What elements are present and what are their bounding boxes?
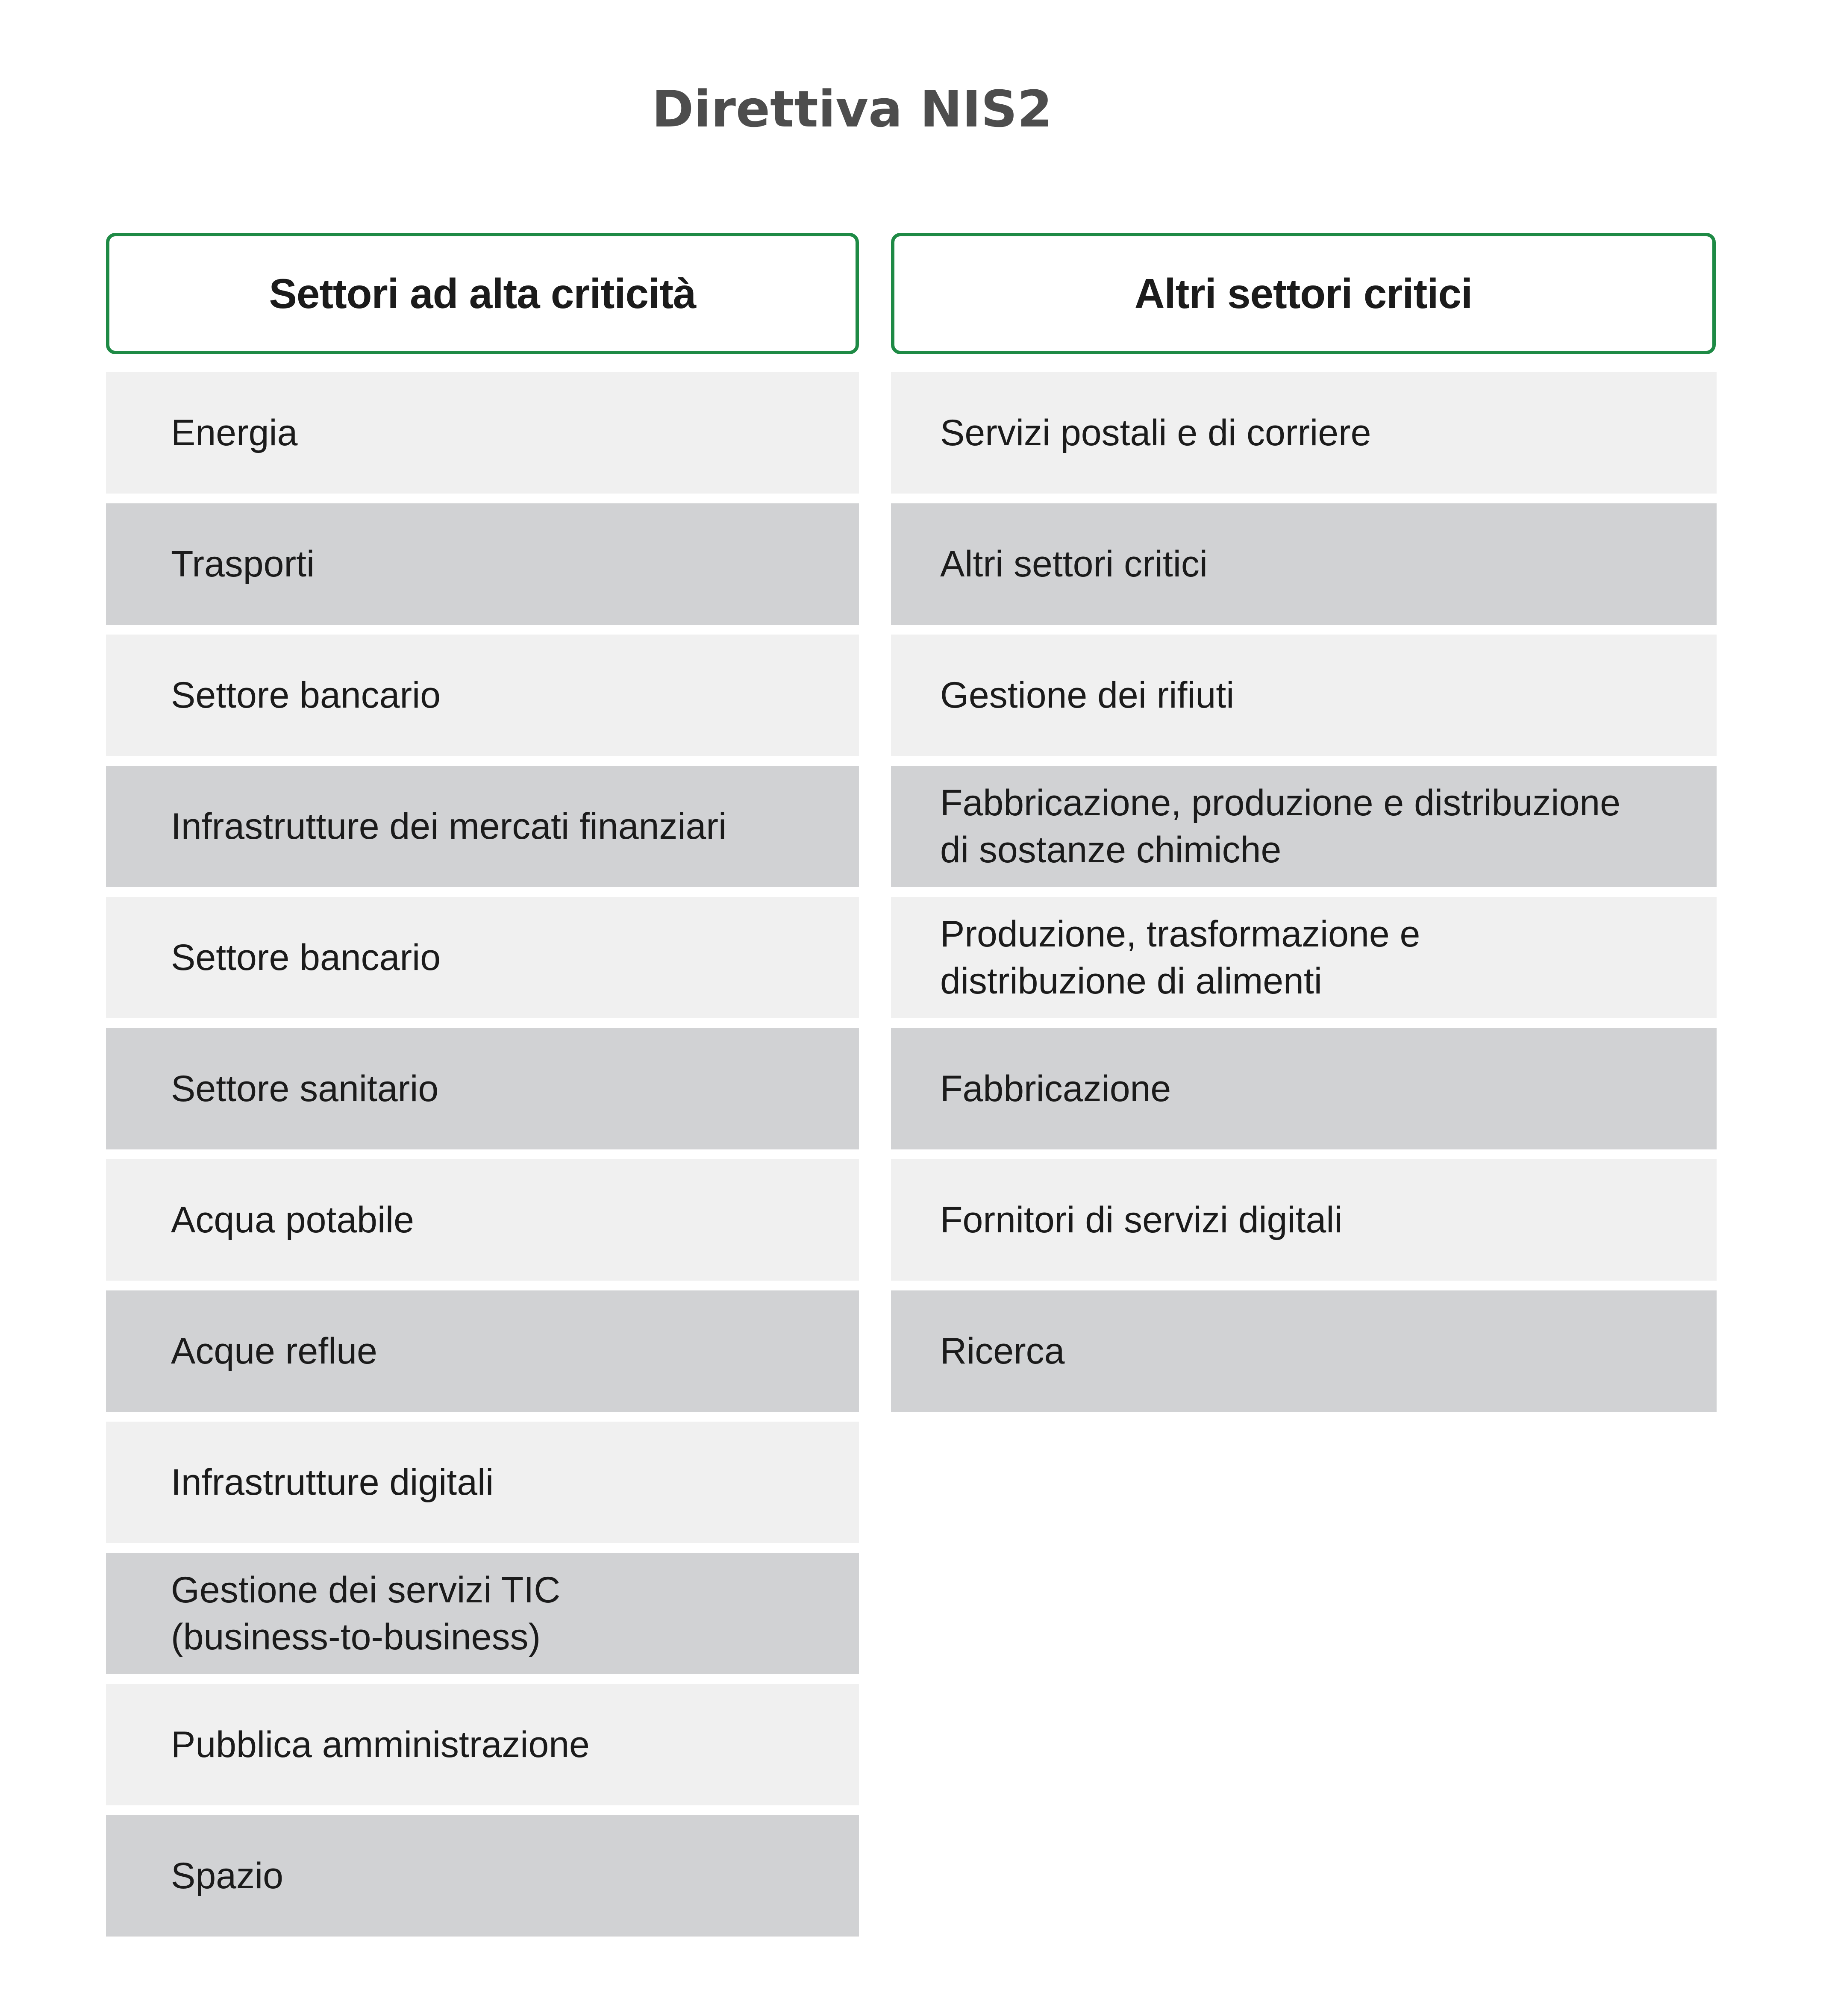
list-item — [106, 635, 859, 756]
sector-label: Servizi postali e di corriere — [940, 412, 1371, 453]
sector-list-high-criticality — [106, 372, 859, 1946]
list-item — [106, 503, 859, 625]
list-item — [891, 1159, 1717, 1281]
list-item — [891, 372, 1717, 494]
column-header-high-criticality: Settori ad alta criticità — [106, 233, 859, 354]
sector-label: Energia — [171, 412, 298, 453]
list-item — [891, 503, 1717, 625]
page-title: Direttiva NIS2 — [652, 79, 1053, 138]
sector-label: Produzione, trasformazione e distribuzione di alimenti — [940, 914, 1420, 1002]
sector-label: Fabbricazione, produzione e distribuzione di sostanze chimiche — [940, 782, 1620, 870]
list-item — [106, 1815, 859, 1937]
list-item — [891, 635, 1717, 756]
sector-label: Gestione dei servizi TIC (business-to-business) — [171, 1569, 561, 1657]
list-item — [891, 897, 1717, 1018]
list-item — [106, 1684, 859, 1805]
sector-label: Settore bancario — [171, 675, 441, 716]
sector-label: Infrastrutture dei mercati finanziari — [171, 806, 727, 847]
list-item — [106, 1159, 859, 1281]
list-item — [891, 766, 1717, 887]
list-item — [891, 1290, 1717, 1412]
sector-label: Infrastrutture digitali — [171, 1462, 494, 1503]
sector-label: Pubblica amministrazione — [171, 1724, 590, 1765]
list-item — [106, 766, 859, 887]
sector-label: Trasporti — [171, 544, 315, 585]
sector-label: Spazio — [171, 1855, 283, 1896]
sector-label: Altri settori critici — [940, 544, 1208, 585]
sector-label: Acqua potabile — [171, 1199, 414, 1240]
list-item — [891, 1028, 1717, 1149]
column-header-other-critical: Altri settori critici — [891, 233, 1716, 354]
list-item — [106, 1553, 859, 1674]
list-item — [106, 897, 859, 1018]
sector-label: Settore sanitario — [171, 1068, 439, 1109]
sector-label: Ricerca — [940, 1331, 1065, 1372]
list-item — [106, 1422, 859, 1543]
list-item — [106, 372, 859, 494]
sector-label: Fabbricazione — [940, 1068, 1171, 1109]
sector-label: Gestione dei rifiuti — [940, 675, 1235, 716]
sector-label: Settore bancario — [171, 937, 441, 978]
column-high-criticality — [106, 233, 859, 1896]
column-other-critical — [891, 233, 1717, 1372]
sector-label: Fornitori di servizi digitali — [940, 1199, 1343, 1240]
list-item — [106, 1028, 859, 1149]
sector-list-other-critical — [891, 372, 1717, 1422]
sector-label: Acque reflue — [171, 1331, 377, 1372]
list-item — [106, 1290, 859, 1412]
